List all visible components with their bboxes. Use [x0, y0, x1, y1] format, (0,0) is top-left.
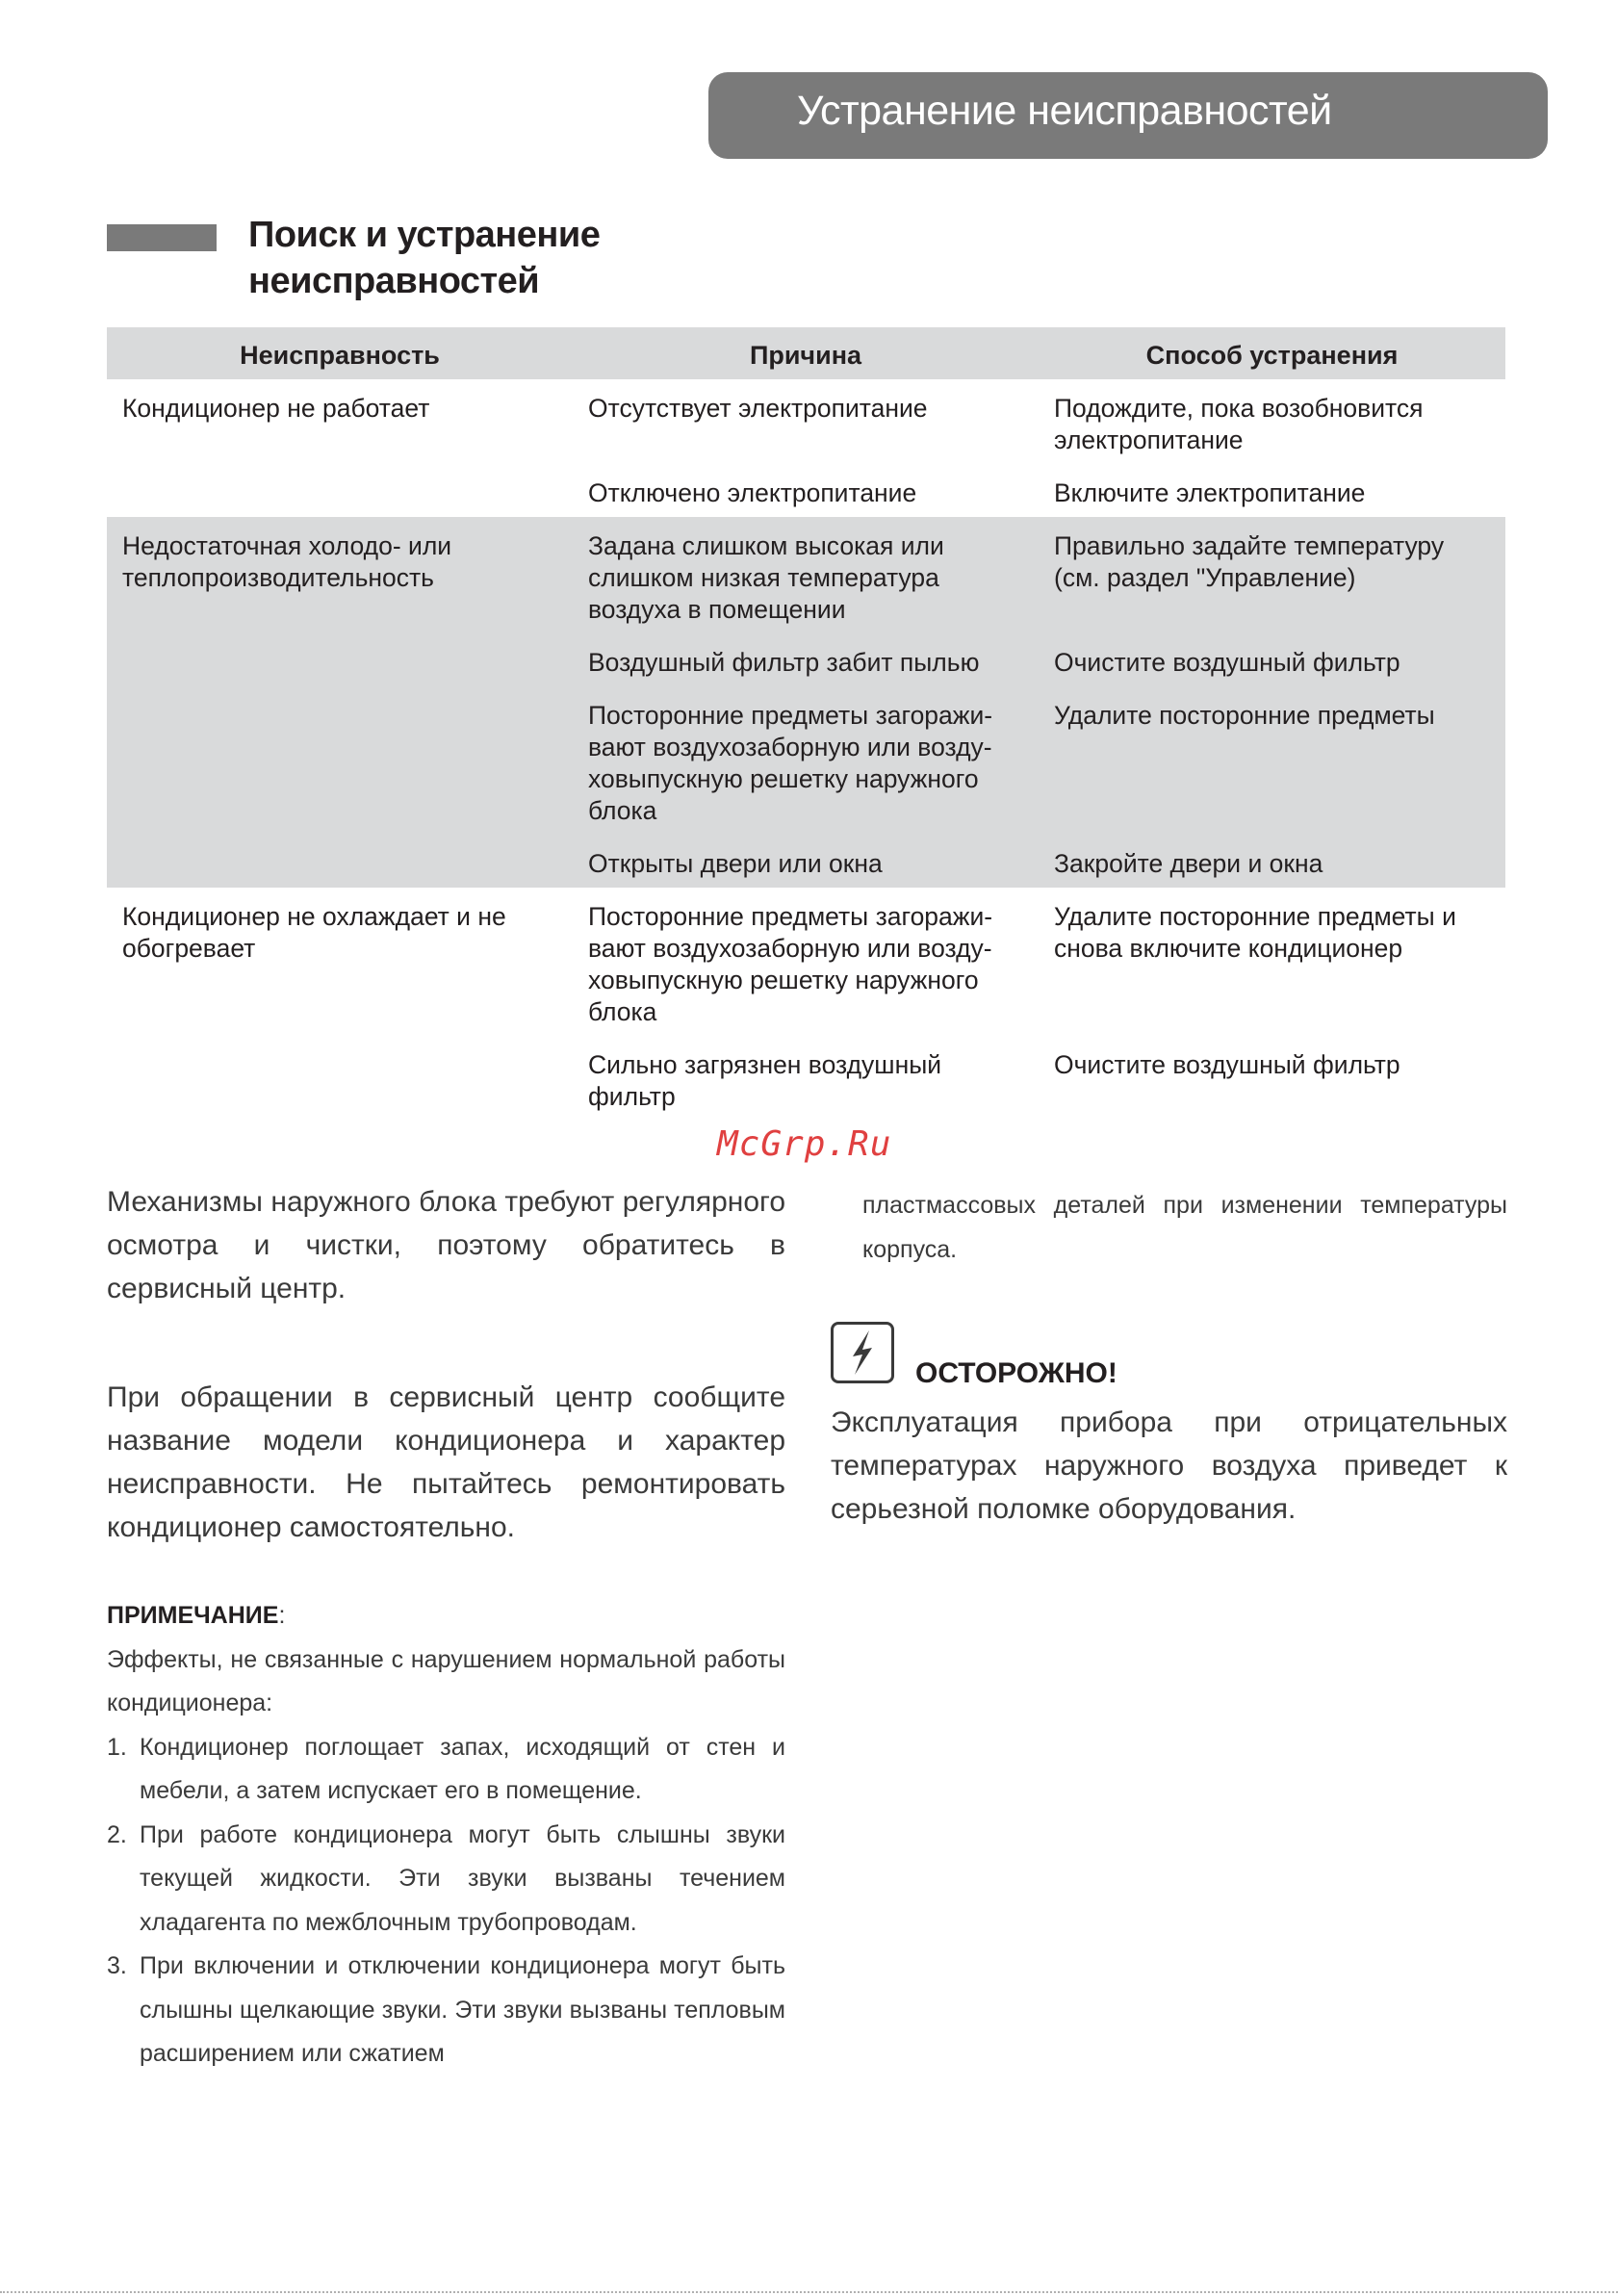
- fix-cell: Очистите воздушный фильтр: [1054, 1050, 1400, 1079]
- table-group: [107, 888, 1505, 1121]
- cause-cell: Отключено электропитание: [588, 478, 917, 507]
- note-title: ПРИМЕЧАНИЕ: [107, 1602, 279, 1629]
- cause-cell: Отсутствует электропитание: [588, 394, 928, 423]
- section-header-label: Устранение неисправностей: [797, 88, 1332, 134]
- fix-cell: Правильно задайте температуру (см. раздел "Управление): [1054, 531, 1445, 592]
- table-row: [107, 464, 1505, 517]
- section-header: [708, 72, 1548, 159]
- warning-title: ОСТОРОЖНО!: [915, 1357, 1117, 1389]
- fix-cell: Закройте двери и окна: [1054, 849, 1323, 878]
- cause-cell: Воздушный фильтр забит пылью: [588, 648, 980, 677]
- note-colon: :: [278, 1602, 286, 1629]
- note-heading: [107, 1594, 785, 1638]
- table-row: [107, 1036, 1505, 1121]
- column-header-fix: Способ устранения: [1145, 341, 1399, 370]
- cause-cell: Посторонние предметы загоражи-вают воздухозаборную или возду-ховыпускную решетку наружного блока: [588, 902, 993, 1026]
- table-row: [107, 835, 1505, 888]
- table-group: [107, 517, 1505, 888]
- list-item-text: Кондиционер поглощает запах, исходящий от стен и мебели, а затем испускает его в помещение.: [140, 1733, 785, 1804]
- page-title-line2: неисправностей: [248, 261, 540, 301]
- note-block: [107, 1594, 785, 2077]
- cause-cell: Сильно загрязнен воздушный фильтр: [588, 1050, 942, 1111]
- fix-cell: Очистите воздушный фильтр: [1054, 648, 1400, 677]
- fix-cell: Удалите посторонние предметы: [1054, 701, 1435, 730]
- title-marker-bar: [107, 224, 217, 251]
- cause-cell: Задана слишком высокая или слишком низкая температура воздуха в помещении: [588, 531, 944, 624]
- warning-text: Эксплуатация прибора при отрицательных температурах наружного воздуха приведет к серьезной поломке оборудования.: [831, 1406, 1507, 1525]
- page-title: [248, 212, 826, 304]
- contact-paragraph: При обращении в сервисный центр сообщите название модели кондиционера и характер неисправности. Не пытайтесь ремонтировать кондиционер самостоятельно.: [107, 1381, 785, 1543]
- page-title-line1: Поиск и устранение: [248, 215, 601, 255]
- table-row: [107, 633, 1505, 686]
- list-item-number: 3.: [107, 1952, 127, 1979]
- problem-cell: Кондиционер не работает: [122, 394, 430, 423]
- troubleshooting-table: [107, 327, 1505, 1121]
- list-item-number: 1.: [107, 1733, 127, 1761]
- list-item: [107, 1945, 785, 2077]
- list-item: [107, 1726, 785, 1814]
- column-header-problem: Неисправность: [240, 341, 440, 370]
- service-paragraph: Механизмы наружного блока требуют регулярного осмотра и чистки, поэтому обратитесь в сервисный центр.: [107, 1186, 785, 1304]
- problem-cell: Кондиционер не охлаждает и не обогревает: [122, 902, 506, 963]
- fix-cell: Удалите посторонние предметы и снова включите кондиционер: [1054, 902, 1456, 963]
- lightning-warning-icon: [831, 1322, 894, 1383]
- note-intro: Эффекты, не связанные с нарушением нормальной работы кондиционера:: [107, 1645, 785, 1716]
- fix-cell: Подождите, пока возобновится электропитание: [1054, 394, 1424, 454]
- list-item: [107, 1814, 785, 1946]
- footer-divider: [0, 2291, 1618, 2294]
- list-item-number: 2.: [107, 1820, 127, 1848]
- continuation-paragraph: пластмассовых деталей при изменении температуры корпуса.: [862, 1192, 1507, 1263]
- cause-cell: Посторонние предметы загоражи-вают воздухозаборную или возду-ховыпускную решетку наружного блока: [588, 701, 993, 825]
- table-row: [107, 686, 1505, 835]
- list-item-text: При работе кондиционера могут быть слышны звуки текущей жидкости. Эти звуки вызваны течением хладагента по межблочным трубопроводам.: [140, 1820, 785, 1936]
- list-item-text: При включении и отключении кондиционера могут быть слышны щелкающие звуки. Эти звуки вызваны тепловым расширением или сжатием: [140, 1952, 785, 2067]
- note-list: [107, 1726, 785, 2077]
- table-group: [107, 379, 1505, 517]
- fix-cell: Включите электропитание: [1054, 478, 1366, 507]
- cause-cell: Открыты двери или окна: [588, 849, 883, 878]
- table-header: [107, 327, 1505, 379]
- problem-cell: Недостаточная холодо- или теплопроизводительность: [122, 531, 452, 592]
- column-header-cause: Причина: [749, 341, 862, 370]
- watermark: McGrp.Ru: [717, 1124, 892, 1164]
